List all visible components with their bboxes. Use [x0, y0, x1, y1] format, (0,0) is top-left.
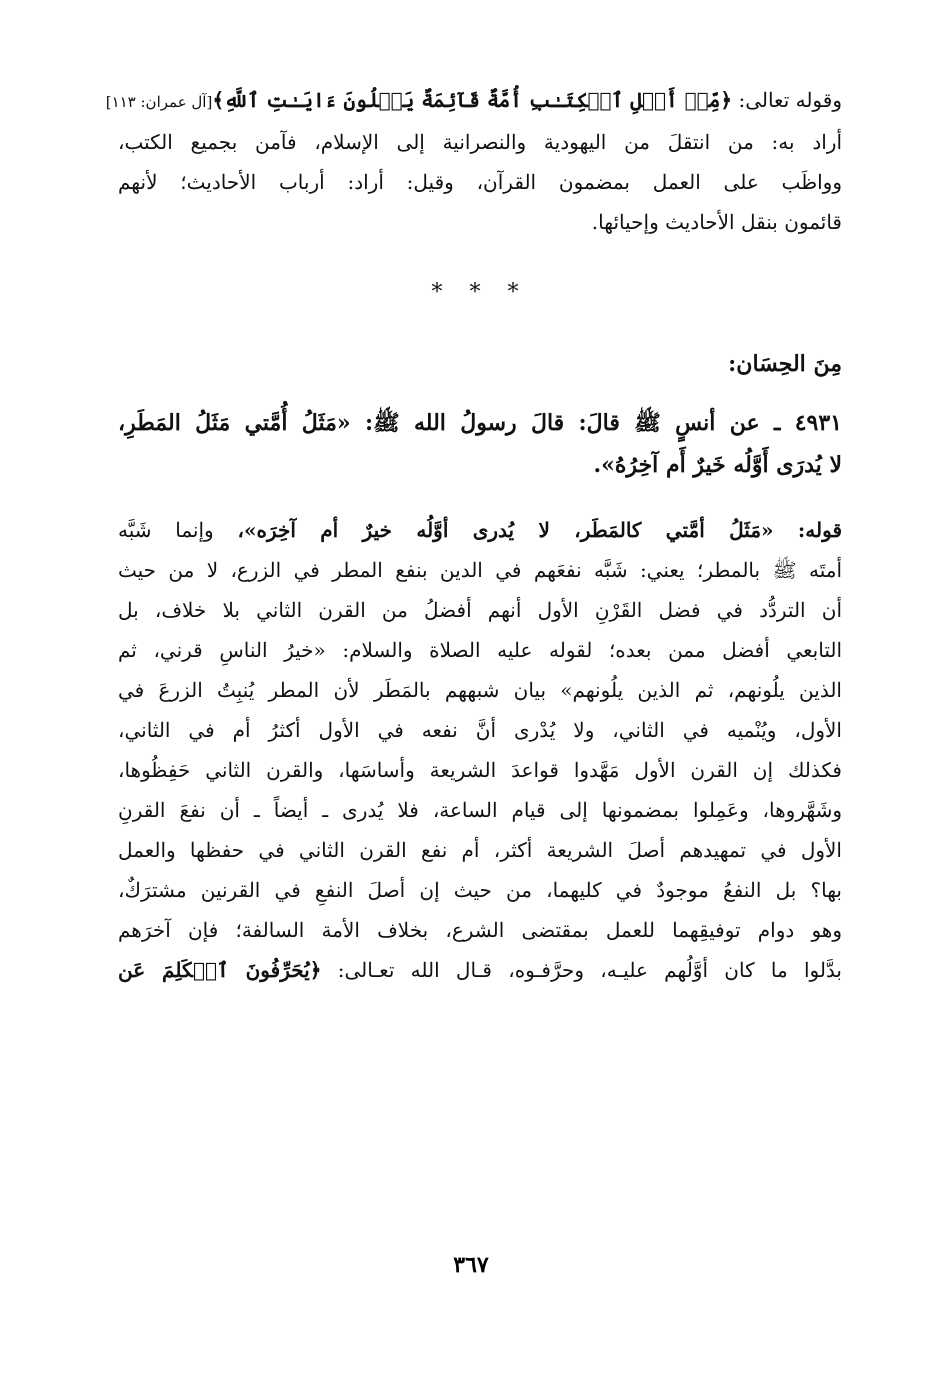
commentary-line-12-prefix: بدَّلوا ما كان أوَّلُهم عليـه، وحرَّفـوه، قـال الله تعـالى:: [321, 958, 842, 982]
quran-reference: [آل عمران: ١١٣]: [105, 93, 213, 111]
section-separator: * * *: [431, 280, 529, 305]
page-number: ٣٦٧: [453, 1252, 489, 1278]
commentary-quoted-hadith: قوله: «مَثَلُ أمَّتي كالمَطَر، لا يُدرى أوَّلُه خيرٌ أم آخِرَه»،: [237, 518, 842, 542]
quran-quote: ﴿مِّنۡ أَهۡلِ ٱلۡكِتَـٰبِ أُمَّةٌ قَآئِمَةٌ يَتۡلُونَ ءَايَـٰتِ ٱللَّهِ﴾: [212, 88, 733, 112]
commentary-line-9: الأول في تمهيدهم أصلَ الشريعة أكثر، أم نفع القرن الثاني في حفظها والعمل: [118, 838, 842, 862]
hadith-line-1: ٤٩٣١ ـ عن أنسٍ ﷺ قالَ: قالَ رسولُ الله ﷺ: «مَثَلُ أُمَّتي مَثَلُ المَطَرِ،: [118, 410, 842, 436]
commentary-line-4: التابعي أفضل ممن بعده؛ لقوله عليه الصلاة والسلام: «خيرُ الناسِ قرني، ثم: [118, 638, 842, 662]
section-heading: مِنَ الحِسَان:: [728, 351, 842, 377]
commentary-line-1-rest: وإنما شَبَّه: [118, 518, 238, 542]
intro-line-4: قائمون بنقل الأحاديث وإحيائها.: [591, 210, 842, 234]
commentary-line-5: الذين يلُونهم، ثم الذين يلُونهم» بيان شبههم بالمَطَر لأن المطر يُنبِتُ الزرعَ في: [118, 678, 842, 702]
commentary-line-12: [118, 950, 842, 990]
commentary-line-8: وشَهَّروها، وعَمِلوا بمضمونها إلى قيام الساعة، فلا يُدرى ـ أيضاً ـ أن نفعَ القرنِ: [118, 798, 842, 822]
hadith-line-2: لا يُدرَى أَوَّلُه خَيرٌ أَم آخِرُهُ».: [593, 452, 842, 478]
commentary-line-3: أن التردُّد في فضل القَرْنِ الأول أنهم أفضلُ من القرن الثاني بلا خلاف، بل: [118, 598, 842, 622]
intro-line-1-prefix: وقوله تعالى:: [732, 88, 842, 112]
quran-quote-2: ﴿يُحَرِّفُونَ ٱلۡكَلِمَ عَن: [118, 958, 322, 982]
commentary-line-7: فكذلك إن القرن الأول مَهَّدوا قواعدَ الشريعة وأساسَها، والقرن الثاني حَفِظُوها،: [118, 758, 842, 782]
intro-line-2: أراد به: من انتقلَ من اليهودية والنصرانية إلى الإسلام، فآمن بجميع الكتب،: [118, 130, 842, 154]
intro-line-1: [105, 80, 842, 122]
commentary-line-6: الأول، ويُنْميه في الثاني، ولا يُدْرى أنَّ نفعه في الأول أكثرُ أم في الثاني،: [118, 718, 842, 742]
hadith-text: [118, 402, 842, 486]
commentary-line-11: وهو دوام توفيقِهما للعمل بمقتضى الشرع، بخلاف الأمة السالفة؛ فإن آخرَهم: [118, 918, 842, 942]
commentary-line-2: أمتَه ﷺ بالمطر؛ يعني: شَبَّه نفعَهم في الدين بنفع المطر في الزرع، لا من حيث: [118, 558, 842, 582]
intro-paragraph: [105, 80, 842, 242]
intro-line-3: وواظَب على العمل بمضمون القرآن، وقيل: أراد: أرباب الأحاديث؛ لأنهم: [118, 170, 842, 194]
commentary-line-10: بها؟ بل النفعُ موجودٌ في كليهما، من حيث إن أصلَ النفعِ في القرنين مشترَكٌ،: [118, 878, 842, 902]
page: [105, 72, 842, 1332]
commentary-line-1: [118, 510, 842, 550]
commentary-paragraph: [118, 510, 842, 990]
